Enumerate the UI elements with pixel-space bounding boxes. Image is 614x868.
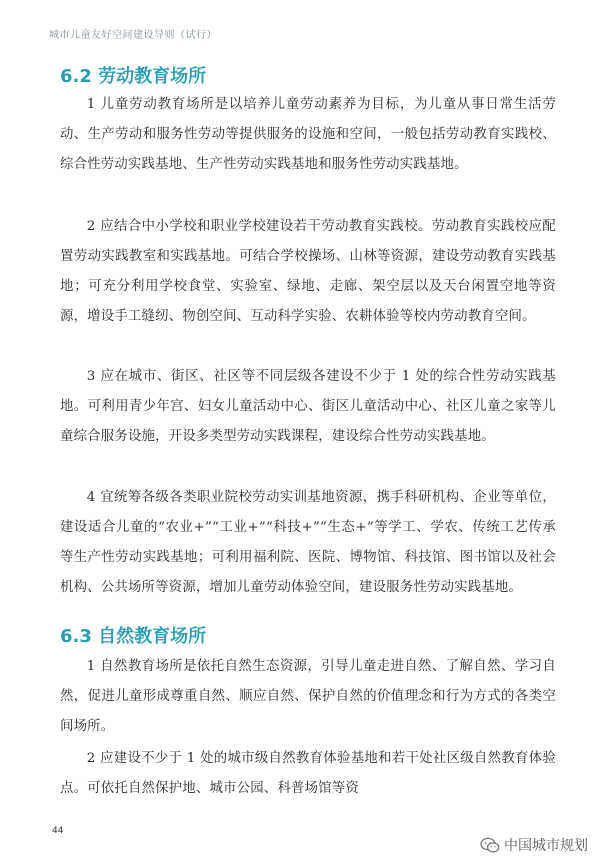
paragraph-6-3-1: 1 自然教育场所是依托自然生态资源，引导儿童走进自然、了解自然、学习自然，促进儿童形成尊重自然、顺应自然、保护自然的价值理念和行为方式的各类空间场所。 (60, 659, 556, 734)
paragraph-6-2-2: 2 应结合中小学校和职业学校建设若干劳动教育实践校。劳动教育实践校应配置劳动实践教室和实践基地。可结合学校操场、山林等资源，建设劳动教育实践基地；可充分利用学校食堂、实验室、绿地、走廊、架空层以及天台闲置空地等资源，增设手工缝纫、物创空间、互动科学实验、农耕体验等校内劳动教育空间。 (60, 219, 556, 324)
paragraph-6-2-4: 4 宜统筹各级各类职业院校劳动实训基地资源，携手科研机构、企业等单位，建设适合儿童的“农业+”“工业+”“科技+”“生态+”等学工、学农、传统工艺传承等生产性劳动实践基地；可利用福利院、医院、博物馆、科技馆、图书馆以及社会机构、公共场所等资源，增加儿童劳动体验空间，建设服务性劳动实践基地。 (60, 490, 556, 595)
wechat-icon (480, 837, 500, 854)
section-title-6-3: 6.3 自然教育场所 (60, 626, 207, 647)
watermark-text: 中国城市规划 (504, 838, 588, 854)
paragraph-6-3-2: 2 应建设不少于 1 处的城市级自然教育体验基地和若干处社区级自然教育体验点。可依托自然保护地、城市公园、科普场馆等资 (60, 751, 556, 796)
paragraph-6-2-3: 3 应在城市、街区、社区等不同层级各建设不少于 1 处的综合性劳动实践基地。可利用青少年宫、妇女儿童活动中心、街区儿童活动中心、社区儿童之家等儿童综合服务设施，开设多类型劳动实践课程，建设综合性劳动实践基地。 (60, 369, 556, 444)
paragraph-6-2-1: 1 儿童劳动教育场所是以培养儿童劳动素养为目标，为儿童从事日常生活劳动、生产劳动和服务性劳动等提供服务的设施和空间，一般包括劳动教育实践校、综合性劳动实践基地、生产性劳动实践基地和服务性劳动实践基地。 (60, 97, 556, 172)
watermark (480, 835, 588, 855)
page-number: 44 (52, 826, 64, 836)
running-head: 城市儿童友好空间建设导则（试行） (49, 30, 217, 41)
section-title-6-2: 6.2 劳动教育场所 (60, 66, 207, 87)
